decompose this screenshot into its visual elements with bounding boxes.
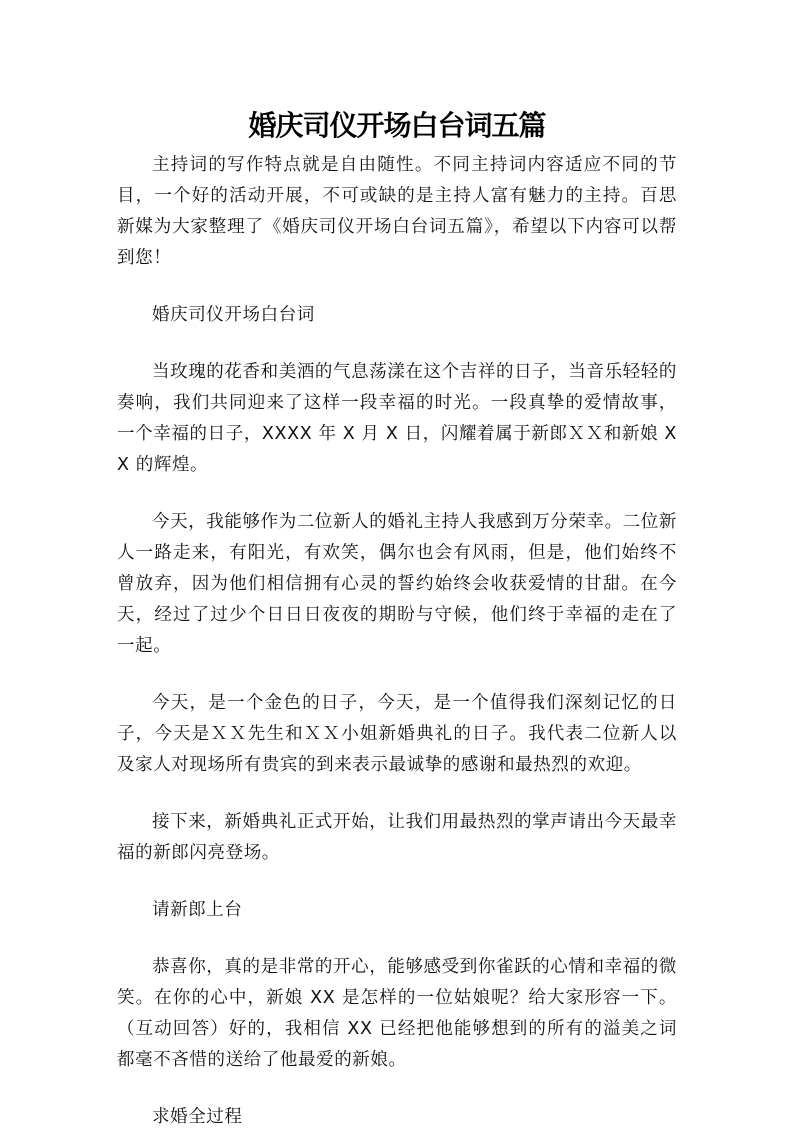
paragraph-spacer bbox=[117, 1076, 677, 1102]
paragraph-golden-day: 今天，是一个金色的日子，今天，是一个值得我们深刻记忆的日子，今天是ＸＸ先生和ＸＸ小姐新婚典礼的日子。我代表二位新人以及家人对现场所有贵宾的到来表示最诚挚的感谢和最热烈的欢迎。 bbox=[117, 693, 677, 775]
paragraph-honored-host: 今天，我能够作为二位新人的婚礼主持人我感到万分荣幸。二位新人一路走来，有阳光，有欢笑，偶尔也会有风雨，但是，他们始终不曾放弃，因为他们相信拥有心灵的誓约始终会收获爱情的甘甜。在今天，经过了过少个日日日夜夜的期盼与守候，他们终于幸福的走在了一起。 bbox=[117, 512, 677, 656]
section-heading-groom-on-stage: 请新郎上台 bbox=[152, 900, 243, 920]
paragraph-congratulations: 恭喜你，真的是非常的开心，能够感受到你雀跃的心情和幸福的微笑。在你的心中，新娘 XX 是怎样的一位姑娘呢？给大家形容一下。（互动回答）好的，我相信 XX 已经把他能够想到的所有的溢美之词都毫不吝惜的送给了他最爱的新娘。 bbox=[117, 957, 677, 1070]
document-page bbox=[117, 104, 677, 1133]
paragraph-spacer bbox=[117, 869, 677, 895]
paragraph-spacer bbox=[117, 331, 677, 357]
intro-paragraph: 主持词的写作特点就是自由随性。不同主持词内容适应不同的节目，一个好的活动开展，不可或缺的是主持人富有魅力的主持。百思新媒为大家整理了《婚庆司仪开场白台词五篇》，希望以下内容可以帮到您！ bbox=[117, 155, 677, 268]
paragraph-spacer bbox=[117, 662, 677, 688]
paragraph-roses: 当玫瑰的花香和美酒的气息荡漾在这个吉祥的日子，当音乐轻轻的奏响，我们共同迎来了这样一段幸福的时光。一段真挚的爱情故事，一个幸福的日子，XXXX 年 X 月 X 日，闪耀着属于新郎ＸＸ和新娘 XX 的辉煌。 bbox=[117, 362, 677, 475]
paragraph-spacer bbox=[117, 781, 677, 807]
paragraph-ceremony-begins: 接下来，新婚典礼正式开始，让我们用最热烈的掌声请出今天最幸福的新郎闪亮登场。 bbox=[117, 812, 677, 863]
paragraph-spacer bbox=[117, 926, 677, 952]
section-heading-proposal: 求婚全过程 bbox=[152, 1107, 243, 1127]
paragraph-spacer bbox=[117, 481, 677, 507]
section-heading-opening-lines: 婚庆司仪开场白台词 bbox=[152, 305, 315, 325]
document-title: 婚庆司仪开场白台词五篇 bbox=[248, 109, 546, 142]
paragraph-spacer bbox=[117, 274, 677, 300]
